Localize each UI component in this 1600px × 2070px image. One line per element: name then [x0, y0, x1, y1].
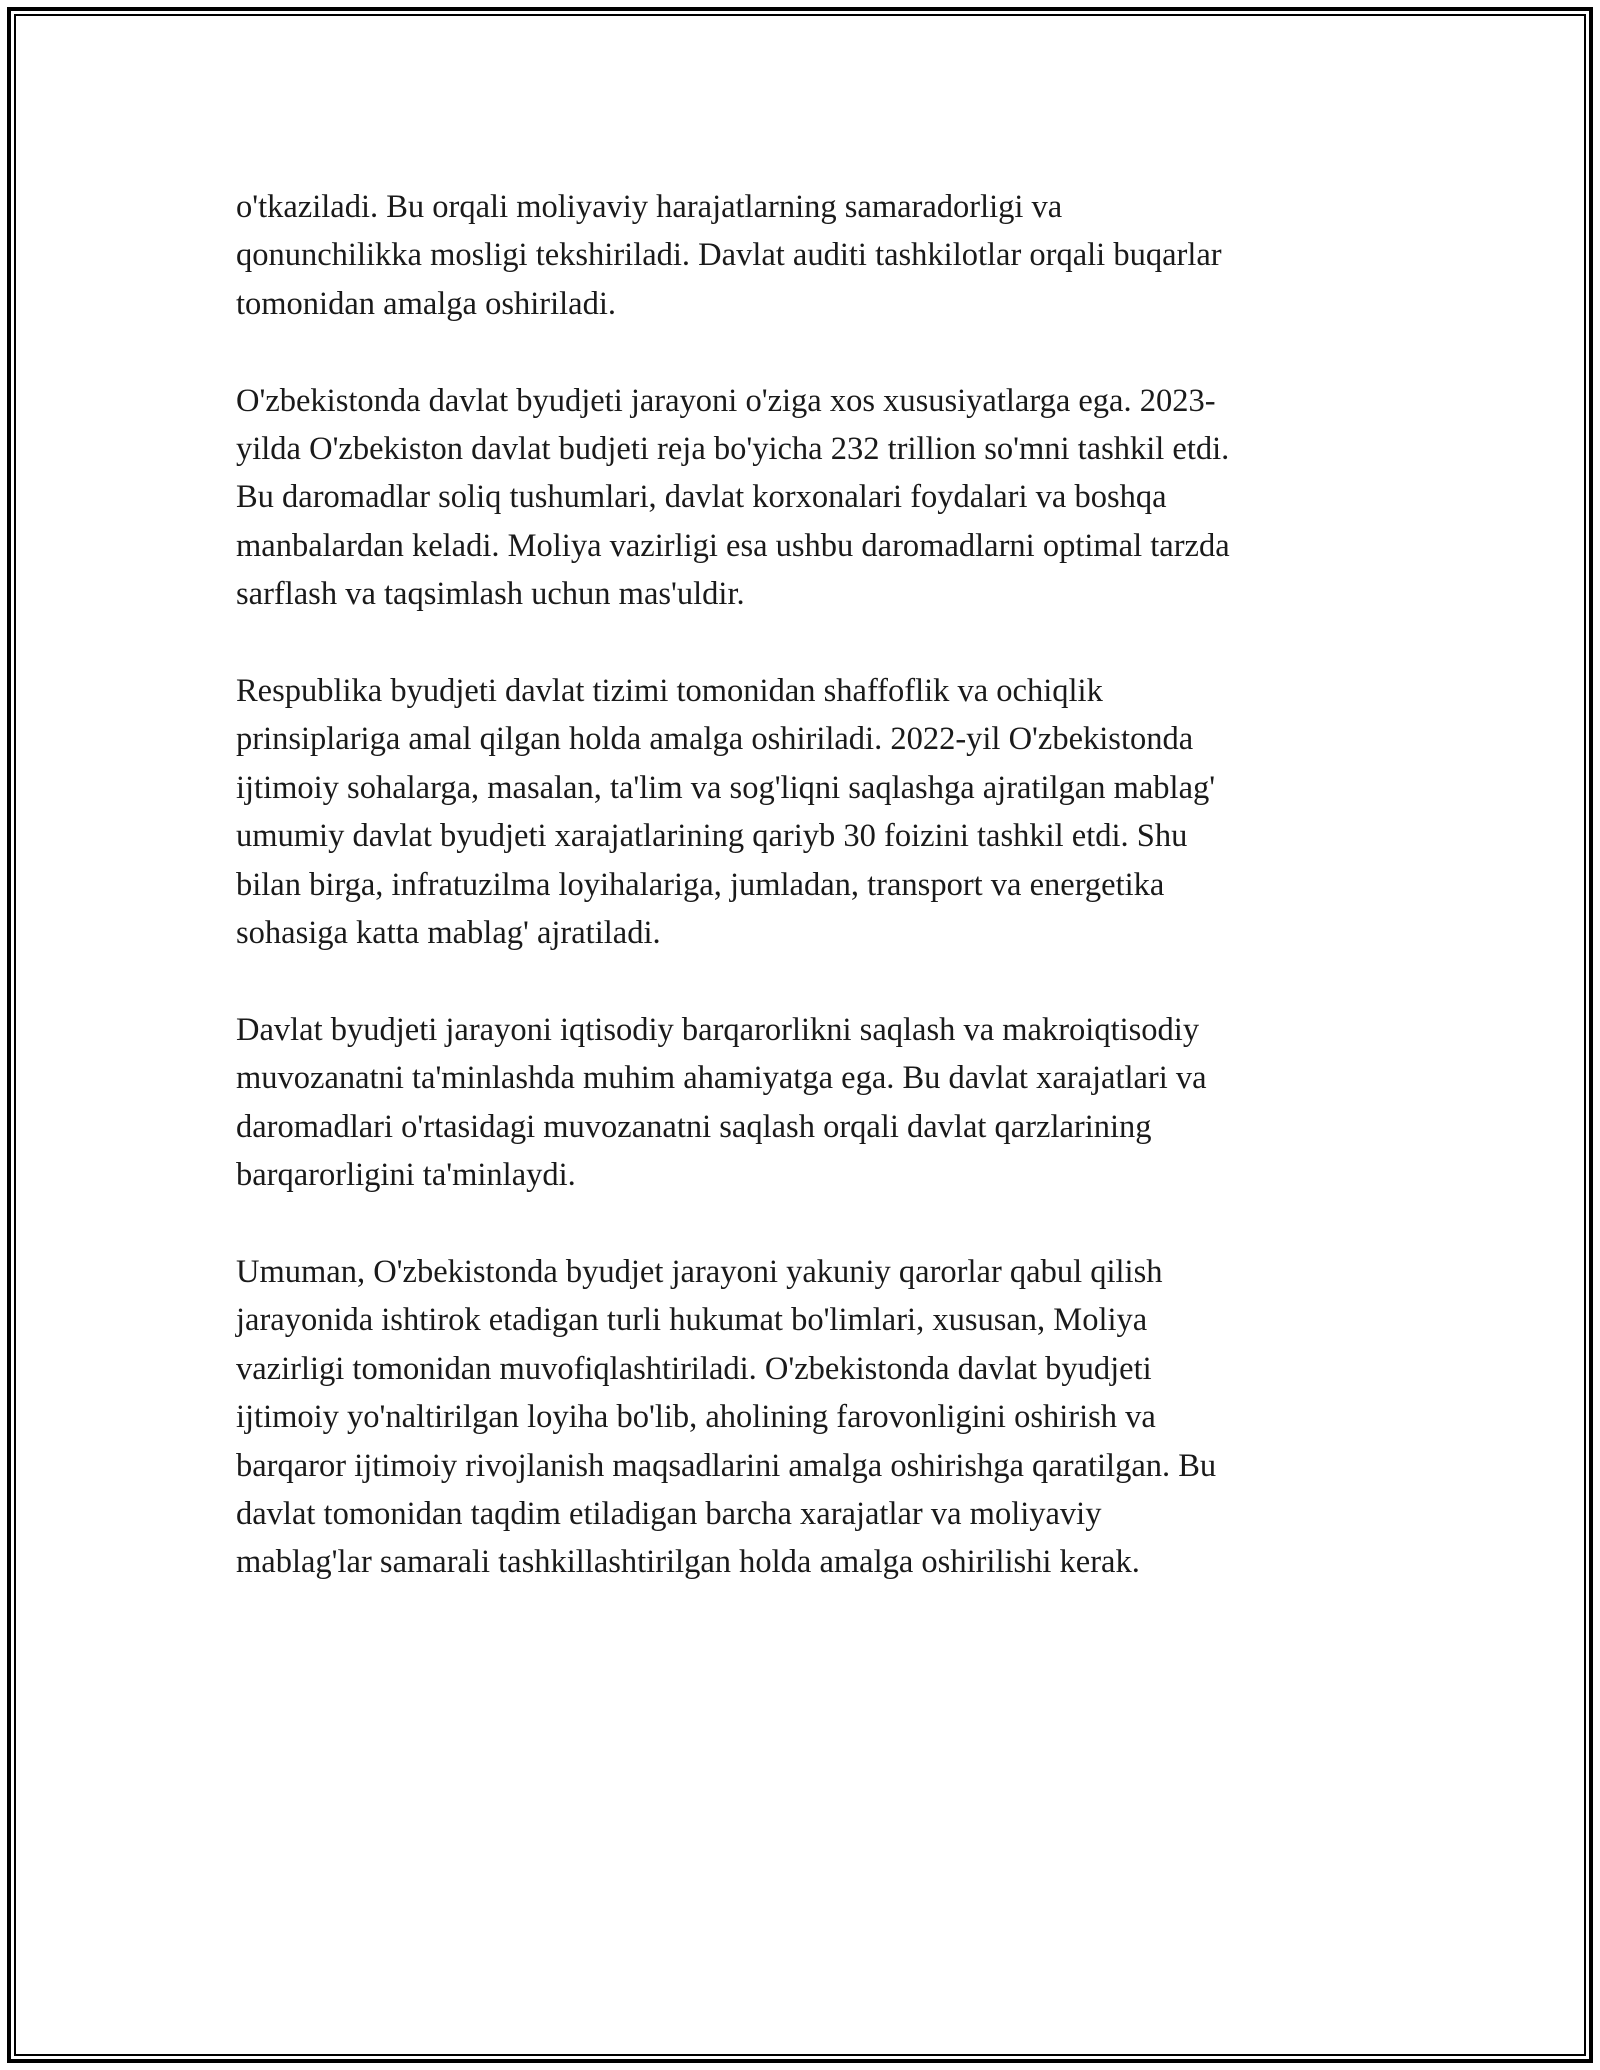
- text-line: prinsiplariga amal qilgan holda amalga oshiriladi. 2022-yil O'zbekistonda: [236, 721, 1194, 758]
- text-line: vazirligi tomonidan muvofiqlashtiriladi. O'zbekistonda davlat byudjeti: [236, 1350, 1152, 1387]
- text-line: Umuman, O'zbekistonda byudjet jarayoni yakuniy qarorlar qabul qilish: [236, 1253, 1163, 1290]
- paragraph-1: [236, 183, 1386, 328]
- text-line: sohasiga katta mablag' ajratiladi.: [236, 915, 661, 952]
- text-line: ijtimoiy yo'naltirilgan loyiha bo'lib, aholining farovonligini oshirish va: [236, 1399, 1156, 1436]
- text-line: barqarorligini ta'minlaydi.: [236, 1157, 576, 1194]
- text-line: daromadlari o'rtasidagi muvozanatni saqlash orqali davlat qarzlarining: [236, 1108, 1152, 1145]
- text-line: ijtimoiy sohalarga, masalan, ta'lim va sog'liqni saqlashga ajratilgan mablag': [236, 769, 1216, 806]
- paragraph-5: [236, 1248, 1386, 1587]
- text-line: Davlat byudjeti jarayoni iqtisodiy barqarorlikni saqlash va makroiqtisodiy: [236, 1011, 1200, 1048]
- text-line: bilan birga, infratuzilma loyihalariga, jumladan, transport va energetika: [236, 866, 1165, 903]
- text-line: jarayonida ishtirok etadigan turli hukumat bo'limlari, xususan, Moliya: [236, 1302, 1148, 1339]
- paragraph-3: [236, 667, 1386, 957]
- text-line: tomonidan amalga oshiriladi.: [236, 285, 616, 322]
- text-line: mablag'lar samarali tashkillashtirilgan holda amalga oshirilishi kerak.: [236, 1544, 1140, 1581]
- document-body: [236, 183, 1386, 1635]
- paragraph-2: [236, 377, 1386, 619]
- text-line: manbalardan keladi. Moliya vazirligi esa ushbu daromadlarni optimal tarzda: [236, 527, 1230, 564]
- text-line: o'tkaziladi. Bu orqali moliyaviy harajatlarning samaradorligi va: [236, 189, 1063, 225]
- text-line: barqaror ijtimoiy rivojlanish maqsadlarini amalga oshirishga qaratilgan. Bu: [236, 1447, 1217, 1484]
- text-line: sarflash va taqsimlash uchun mas'uldir.: [236, 576, 745, 613]
- text-line: davlat tomonidan taqdim etiladigan barcha xarajatlar va moliyaviy: [236, 1495, 1102, 1532]
- paragraph-4: [236, 1006, 1386, 1200]
- text-line: muvozanatni ta'minlashda muhim ahamiyatga ega. Bu davlat xarajatlari va: [236, 1060, 1207, 1097]
- text-line: yilda O'zbekiston davlat budjeti reja bo'yicha 232 trillion so'mni tashkil etdi.: [236, 431, 1230, 468]
- text-line: umumiy davlat byudjeti xarajatlarining qariyb 30 foizini tashkil etdi. Shu: [236, 818, 1188, 855]
- text-line: Bu daromadlar soliq tushumlari, davlat korxonalari foydalari va boshqa: [236, 479, 1167, 516]
- text-line: qonunchilikka mosligi tekshiriladi. Davlat auditi tashkilotlar orqali buqarlar: [236, 237, 1222, 274]
- text-line: Respublika byudjeti davlat tizimi tomonidan shaffoflik va ochiqlik: [236, 673, 1103, 710]
- text-line: O'zbekistonda davlat byudjeti jarayoni o'ziga xos xususiyatlarga ega. 2023-: [236, 382, 1216, 419]
